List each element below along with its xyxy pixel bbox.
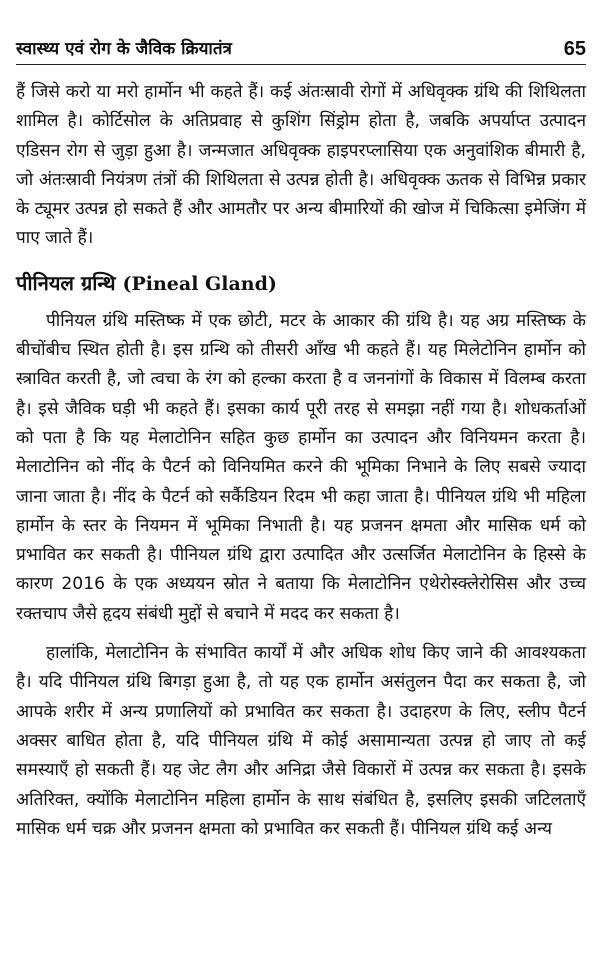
section-heading-english: (Pineal Gland)	[122, 272, 277, 295]
running-header-title: स्वास्थ्य एवं रोग के जैविक क्रियातंत्र	[16, 39, 232, 59]
section-heading-hindi: पीनियल ग्रन्थि	[16, 270, 116, 295]
paragraph-pineal-intro: पीनियल ग्रंथि मस्तिष्क में एक छोटी, मटर के आकार की ग्रंथि है। यह अग्र मस्तिष्क के बीचोंबीच स्थित होती है। इस ग्रन्थि को तीसरी आँख भी कहते हैं। यह मिलेटोनिन हार्मोन को स्त्रावित करती है, जो त्वचा के रंग को हल्का करता है व जननांगों के विकास में विलम्ब करता है। इसे जैविक घड़ी भी कहते हैं। इसका कार्य पूरी तरह से समझा नहीं गया है। शोधकर्ताओं को पता है कि यह मेलाटोनिन सहित कुछ हार्मोन का उत्पादन और विनियमन करता है। मेलाटोनिन को नींद के पैटर्न को विनियमित करने की भूमिका निभाने के लिए सबसे ज्यादा जाना जाता है। नींद के पैटर्न को सर्कैडियन रिदम भी कहा जाता है। पीनियल ग्रंथि भी महिला हार्मोन के स्तर के नियमन में भूमिका निभाती है। यह प्रजनन क्षमता और मासिक धर्म को प्रभावित कर सकती है। पीनियल ग्रंथि द्वारा उत्पादित और उत्सर्जित मेलाटोनिन के हिस्से के कारण 2016 के एक अध्ययन स्रोत ने बताया कि मेलाटोनिन एथेरोस्क्लेरोसिस और उच्च रक्तचाप जैसे हृदय संबंधी मुद्दों से बचाने में मदद कर सकता है।	[16, 310, 586, 624]
section-heading	[16, 266, 586, 301]
page-body	[16, 78, 586, 844]
paragraph-adrenal-continuation: हैं जिसे करो या मरो हार्मोन भी कहते हैं। कई अंतःस्रावी रोगों में अधिवृक्क ग्रंथि की शिथिलता शामिल है। कोर्टिसोल के अतिप्रवाह से कुशिंग सिंड्रोम होता है, जबकि अपर्याप्त उत्पादन एडिसन रोग से जुड़ा हुआ है। जन्मजात अधिवृक्क हाइपरप्लासिया एक अनुवांशिक बीमारी है, जो अंतःस्रावी नियंत्रण तंत्रों की शिथिलता से उत्पन्न होती है। अधिवृक्क ऊतक से विभिन्न प्रकार के ट्यूमर उत्पन्न हो सकते हैं और आमतौर पर अन्य बीमारियों की खोज में चिकित्सा इमेजिंग में पाए जाते हैं।	[16, 82, 586, 249]
header-rule	[16, 64, 586, 65]
running-header	[16, 30, 586, 60]
paragraph-pineal-dysfunction: हालांकि, मेलाटोनिन के संभावित कार्यों में और अधिक शोध किए जाने की आवश्यकता है। यदि पीनियल ग्रंथि बिगड़ा हुआ है, तो यह एक हार्मोन असंतुलन पैदा कर सकता है, जो आपके शरीर में अन्य प्रणालियों को प्रभावित कर सकता है। उदाहरण के लिए, स्लीप पैटर्न अक्सर बाधित होता है, यदि पीनियल ग्रंथि में कोई असामान्यता उत्पन्न हो जाए तो कई समस्याएँ हो सकती हैं। यह जेट लैग और अनिद्रा जैसे विकारों में उत्पन्न कर सकता है। इसके अतिरिक्त, क्योंकि मेलाटोनिन महिला हार्मोन के साथ संबंधित है, इसलिए इसकी जटिलताएँ मासिक धर्म चक्र और प्रजनन क्षमता को प्रभावित कर सकती हैं। पीनियल ग्रंथि कई अन्य	[16, 643, 586, 839]
page-number: 65	[563, 38, 586, 60]
